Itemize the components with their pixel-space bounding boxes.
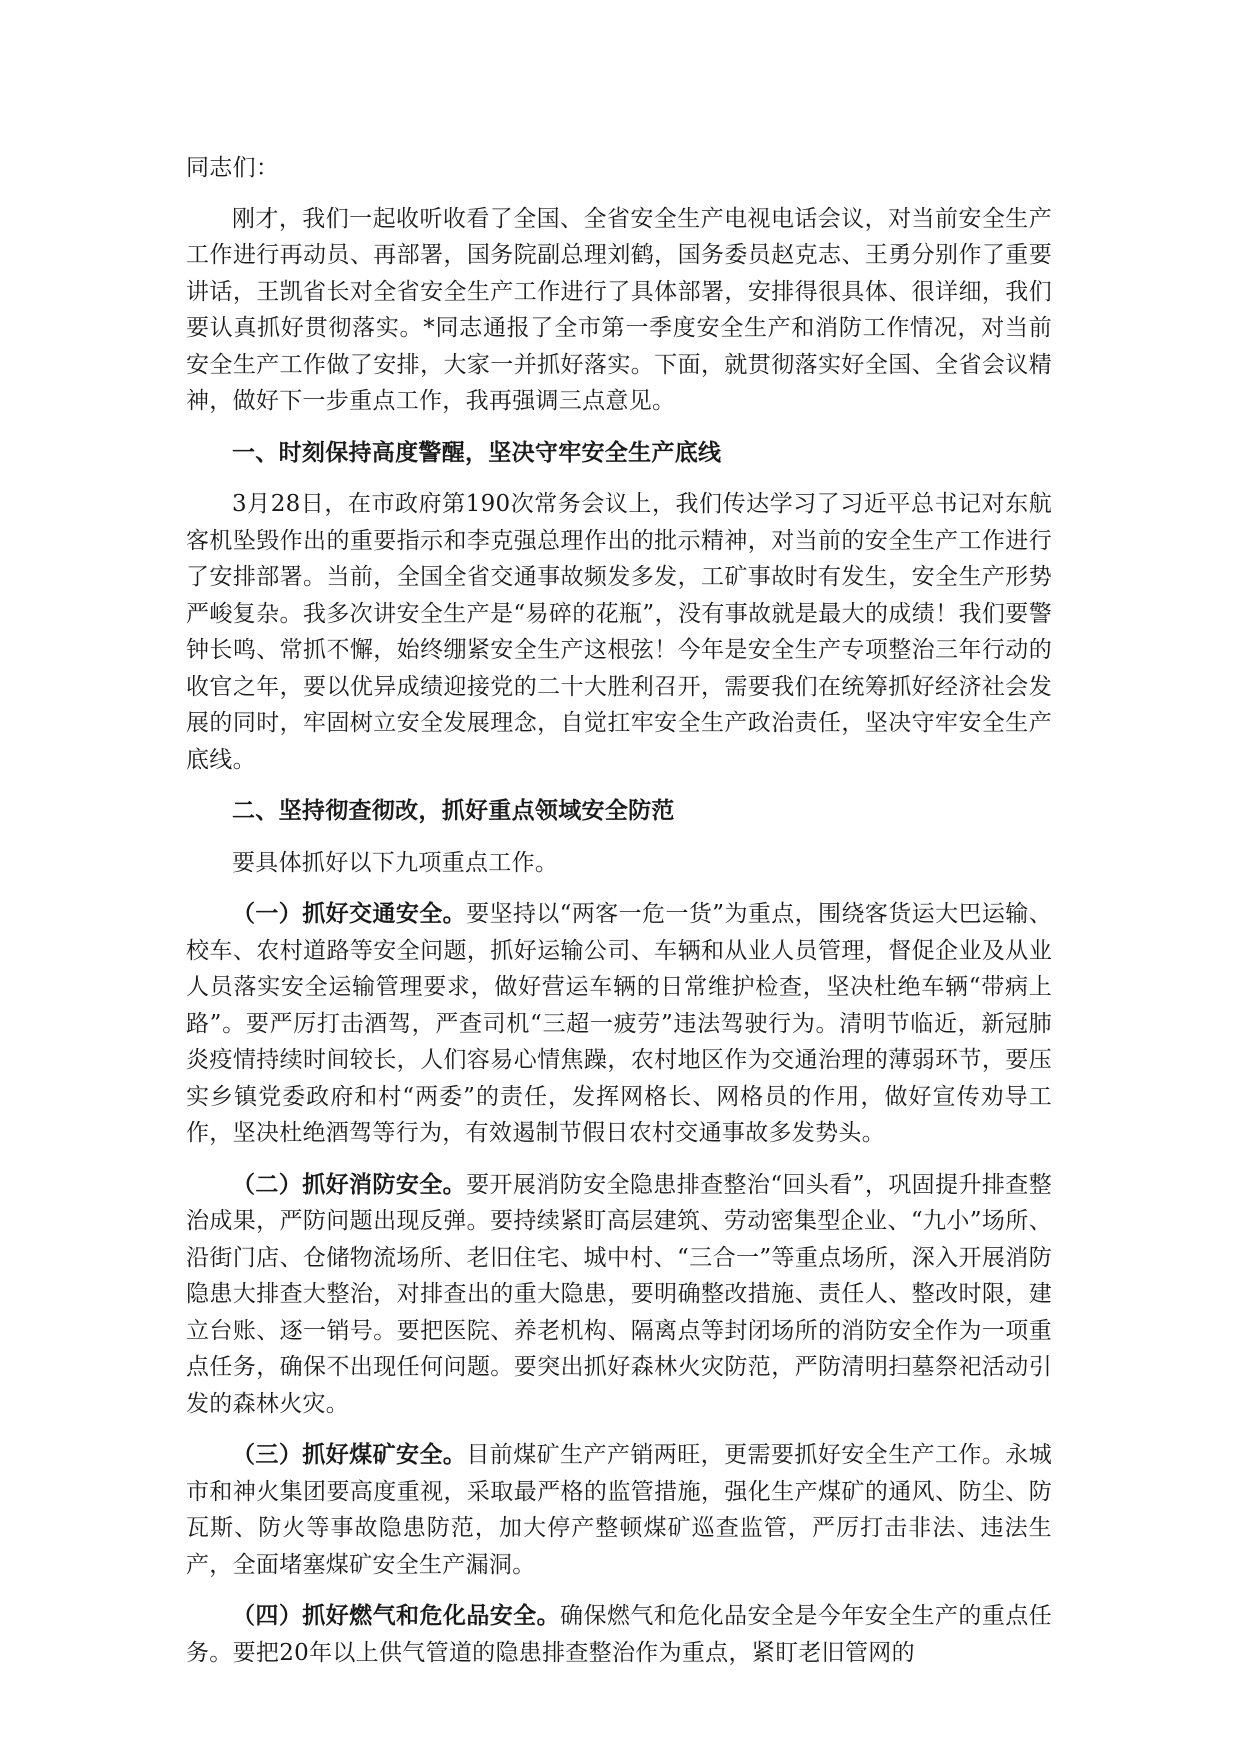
greeting: 同志们： xyxy=(186,155,280,181)
section-1-heading: 一、时刻保持高度警醒，坚决守牢安全生产底线 xyxy=(232,438,722,466)
item-traffic-safety xyxy=(186,896,1052,1152)
item-lead: （三）抓好煤矿安全。 xyxy=(232,1441,467,1468)
item-lead: （二）抓好消防安全。 xyxy=(232,1170,467,1198)
item-text: 要坚持以“两客一危一货”为重点，围绕客货运大巴运输、校车、农村道路等安全问题，抓好运输公司、车辆和从业人员管理，督促企业及从业人员落实安全运输管理要求，做好营运车辆的日常维护检查，坚决杜绝车辆“带病上路”。要严厉打击酒驾，严查司机“三超一疲劳”违法驾驶行为。清明节临近，新冠肺炎疫情持续时间较长，人们容易心情焦躁，农村地区作为交通治理的薄弱环节，要压实乡镇党委政府和村“两委”的责任，发挥网格长、网格员的作用，做好宣传劝导工作，坚决杜绝酒驾等行为，有效遏制节假日农村交通事故多发势头。 xyxy=(186,901,1053,1146)
item-lead: （四）抓好燃气和危化品安全。 xyxy=(232,1602,561,1629)
item-text: 确保燃气和危化品安全是今年安全生产的重点任务。要把20年以上供气管道的隐患排查整治作为重点，紧盯老旧管网的 xyxy=(186,1603,1052,1666)
item-text: 要开展消防安全隐患排查整治“回头看”，巩固提升排查整治成果，严防问题出现反弹。要持续紧盯高层建筑、劳动密集型企业、“九小”场所、沿街门店、仓储物流场所、老旧住宅、城中村、“三合一”等重点场所，深入开展消防隐患大排查大整治，对排查出的重大隐患，要明确整改措施、责任人、整改时限，建立台账、逐一销号。要把医院、养老机构、隔离点等封闭场所的消防安全作为一项重点任务，确保不出现任何问题。要突出抓好森林火灾防范，严防清明扫墓祭祀活动引发的森林火灾。 xyxy=(186,1171,1053,1417)
item-gas-chemical-safety xyxy=(186,1598,1052,1671)
section-2-intro: 要具体抓好以下九项重点工作。 xyxy=(232,849,559,876)
section-2-heading: 二、坚持彻查彻改，抓好重点领域安全防范 xyxy=(232,797,675,824)
item-text: 目前煤矿生产产销两旺，更需要抓好安全生产工作。永城市和神火集团要高度重视，采取最严格的监管措施，强化生产煤矿的通风、防尘、防瓦斯、防火等事故隐患防范，加大停产整顿煤矿巡查监管，严厉打击非法、违法生产，全面堵塞煤矿安全生产漏洞。 xyxy=(186,1442,1053,1578)
item-fire-safety xyxy=(186,1167,1052,1423)
item-coal-mine-safety xyxy=(186,1437,1052,1583)
intro-paragraph: 刚才，我们一起收听收看了全国、全省安全生产电视电话会议，对当前安全生产工作进行再动员、再部署，国务院副总理刘鹤，国务委员赵克志、王勇分别作了重要讲话，王凯省长对全省安全生产工作进行了具体部署，安排得很具体、很详细，我们要认真抓好贯彻落实。*同志通报了全市第一季度安全生产和消防工作情况，对当前安全生产工作做了安排，大家一并抓好落实。下面，就贯彻落实好全国、全省会议精神，做好下一步重点工作，我再强调三点意见。 xyxy=(186,205,1052,414)
item-lead: （一）抓好交通安全。 xyxy=(232,900,467,927)
document-page xyxy=(186,150,1052,1686)
section-1-paragraph: 3月28日，在市政府第190次常务会议上，我们传达学习了习近平总书记对东航客机坠毁作出的重要指示和李克强总理作出的批示精神，对当前的安全生产工作进行了安排部署。当前，全国全省交通事故频发多发，工矿事故时有发生，安全生产形势严峻复杂。我多次讲安全生产是“易碎的花瓶”，没有事故就是最大的成绩！我们要警钟长鸣、常抓不懈，始终绷紧安全生产这根弦！今年是安全生产专项整治三年行动的收官之年，要以优异成绩迎接党的二十大胜利召开，需要我们在统筹抓好经济社会发展的同时，牢固树立安全发展理念，自觉扛牢安全生产政治责任，坚决守牢安全生产底线。 xyxy=(186,491,1052,773)
